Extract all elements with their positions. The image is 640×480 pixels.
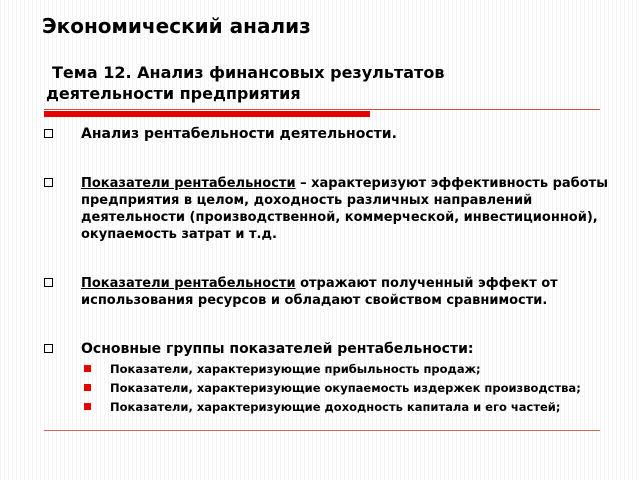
sub-list-item <box>81 362 624 376</box>
square-bullet-icon <box>44 178 53 187</box>
list-item <box>44 341 624 414</box>
sub-list-item <box>81 400 624 414</box>
item-text: Основные группы показателей рентабельности: <box>81 341 474 357</box>
list-item <box>44 175 624 243</box>
sub-list <box>81 362 624 414</box>
footer-divider <box>44 430 600 431</box>
list-item <box>44 275 624 309</box>
square-bullet-icon <box>44 129 53 138</box>
sub-item-text: Показатели, характеризующие прибыльность продаж; <box>110 362 481 376</box>
list-item <box>44 126 624 143</box>
subtitle-line-2: деятельности предприятия <box>46 84 301 103</box>
main-title: Экономический анализ <box>42 14 311 38</box>
sub-list-item <box>81 381 624 395</box>
subtitle-line-1: Тема 12. Анализ финансовых результатов <box>52 63 445 82</box>
square-bullet-icon <box>44 344 53 353</box>
item-text: Анализ рентабельности деятельности. <box>81 126 397 142</box>
title-divider-thick <box>44 111 370 117</box>
title-divider-thin <box>44 109 600 110</box>
item-term: Показатели рентабельности <box>81 176 296 191</box>
square-bullet-icon <box>44 278 53 287</box>
item-text: – характеризуют эффективность работы предприятия в целом, доходность различных направлений деятельности (производственной, коммерческой, инвестиционной), окупаемость затрат и т.д. <box>81 176 608 242</box>
red-square-bullet-icon <box>84 403 91 410</box>
bullet-list <box>44 126 624 419</box>
slide-subtitle <box>46 62 586 104</box>
red-square-bullet-icon <box>84 384 91 391</box>
sub-item-text: Показатели, характеризующие окупаемость издержек производства; <box>110 381 581 395</box>
item-text: отражают полученный эффект от использования ресурсов и обладают свойством сравнимости. <box>81 276 558 308</box>
item-term: Показатели рентабельности <box>81 276 296 291</box>
sub-item-text: Показатели, характеризующие доходность капитала и его частей; <box>110 400 561 414</box>
red-square-bullet-icon <box>84 365 91 372</box>
